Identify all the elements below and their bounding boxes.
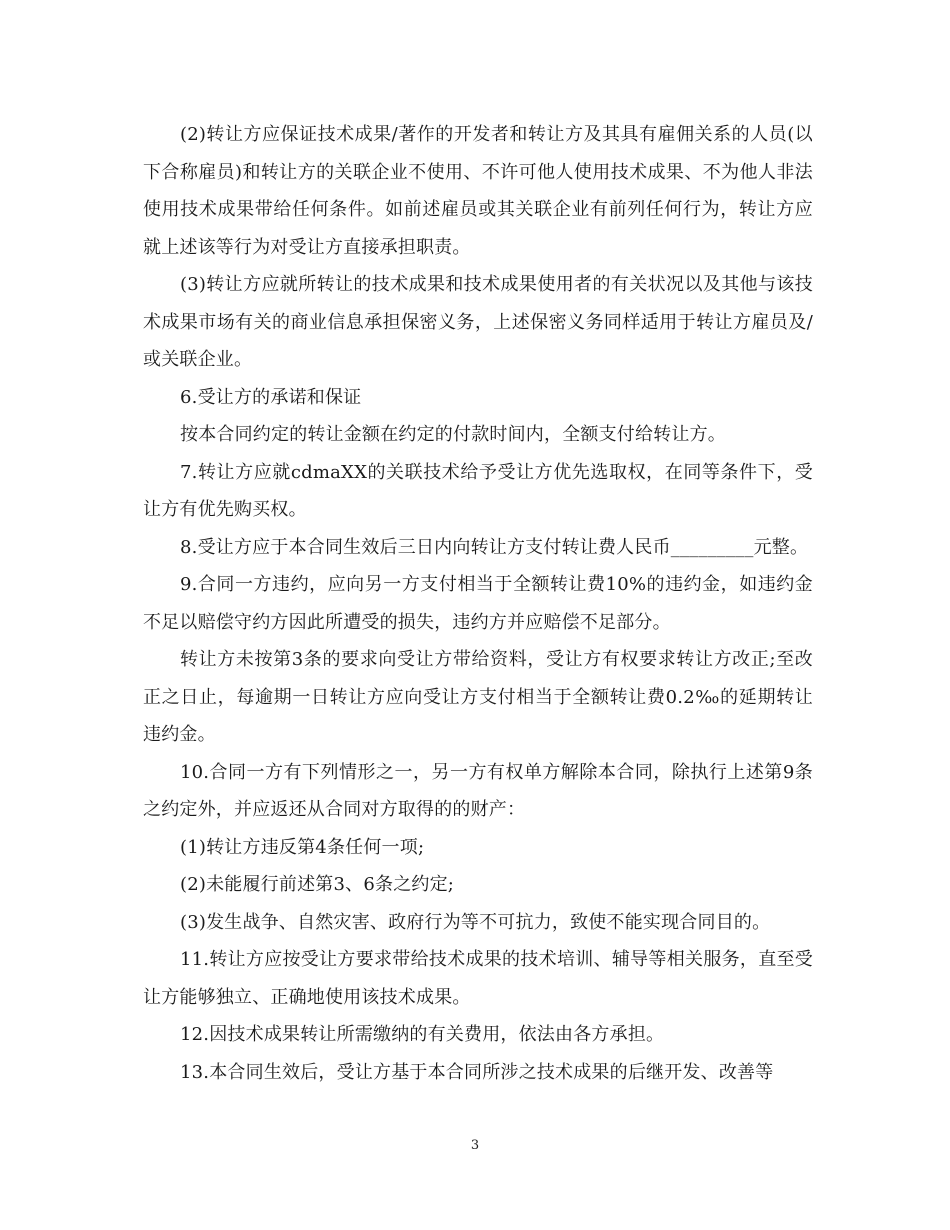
paragraph-clause-3: (3)转让方应就所转让的技术成果和技术成果使用者的有关状况以及其他与该技术成果市场有关的商业信息承担保密义务，上述保密义务同样适用于转让方雇员及/或关联企业。 <box>143 274 813 370</box>
paragraph-clause-9: 9.合同一方违约，应向另一方支付相当于全额转让费10%的违约金，如违约金不足以赔偿守约方因此所遭受的损失，违约方并应赔偿不足部分。 <box>143 574 813 633</box>
page-number: 3 <box>470 1138 480 1153</box>
paragraph-late-penalty: 转让方未按第3条的要求向受让方带给资料，受让方有权要求转让方改正;至改正之日止，每逾期一日转让方应向受让方支付相当于全额转让费0.2‰的延期转让违约金。 <box>143 649 813 745</box>
paragraph-clause-2: (2)转让方应保证技术成果/著作的开发者和转让方及其具有雇佣关系的人员(以下合称雇员)和转让方的关联企业不使用、不许可他人使用技术成果、不为他人非法使用技术成果带给任何条件。如前述雇员或其关联企业有前列任何行为，转让方应就上述该等行为对受让方直接承担职责。 <box>143 124 813 258</box>
paragraph-clause-11: 11.转让方应按受让方要求带给技术成果的技术培训、辅导等相关服务，直至受让方能够独立、正确地使用该技术成果。 <box>143 949 813 1008</box>
paragraph-clause-13: 13.本合同生效后，受让方基于本合同所涉之技术成果的后继开发、改善等 <box>180 1061 774 1083</box>
paragraph-clause-10-item-1: (1)转让方违反第4条任何一项; <box>180 836 425 858</box>
paragraph-clause-12: 12.因技术成果转让所需缴纳的有关费用，依法由各方承担。 <box>180 1024 665 1045</box>
paragraph-clause-8: 8.受让方应于本合同生效后三日内向转让方支付转让费人民币_________元整。 <box>180 536 809 558</box>
paragraph-clause-10-item-3: (3)发生战争、自然灾害、政府行为等不可抗力，致使不能实现合同目的。 <box>180 911 771 933</box>
paragraph-heading-6: 6.受让方的承诺和保证 <box>180 386 362 408</box>
paragraph-payment: 按本合同约定的转让金额在约定的付款时间内，全额支付给转让方。 <box>180 424 726 445</box>
document-body <box>143 116 813 1091</box>
paragraph-clause-10-item-2: (2)未能履行前述第3、6条之约定; <box>180 874 455 895</box>
paragraph-clause-10: 10.合同一方有下列情形之一，另一方有权单方解除本合同，除执行上述第9条之约定外，并应返还从合同对方取得的的财产： <box>143 761 813 820</box>
paragraph-clause-7: 7.转让方应就cdmaXX的关联技术给予受让方优先选取权，在同等条件下，受让方有优先购买权。 <box>143 461 813 520</box>
